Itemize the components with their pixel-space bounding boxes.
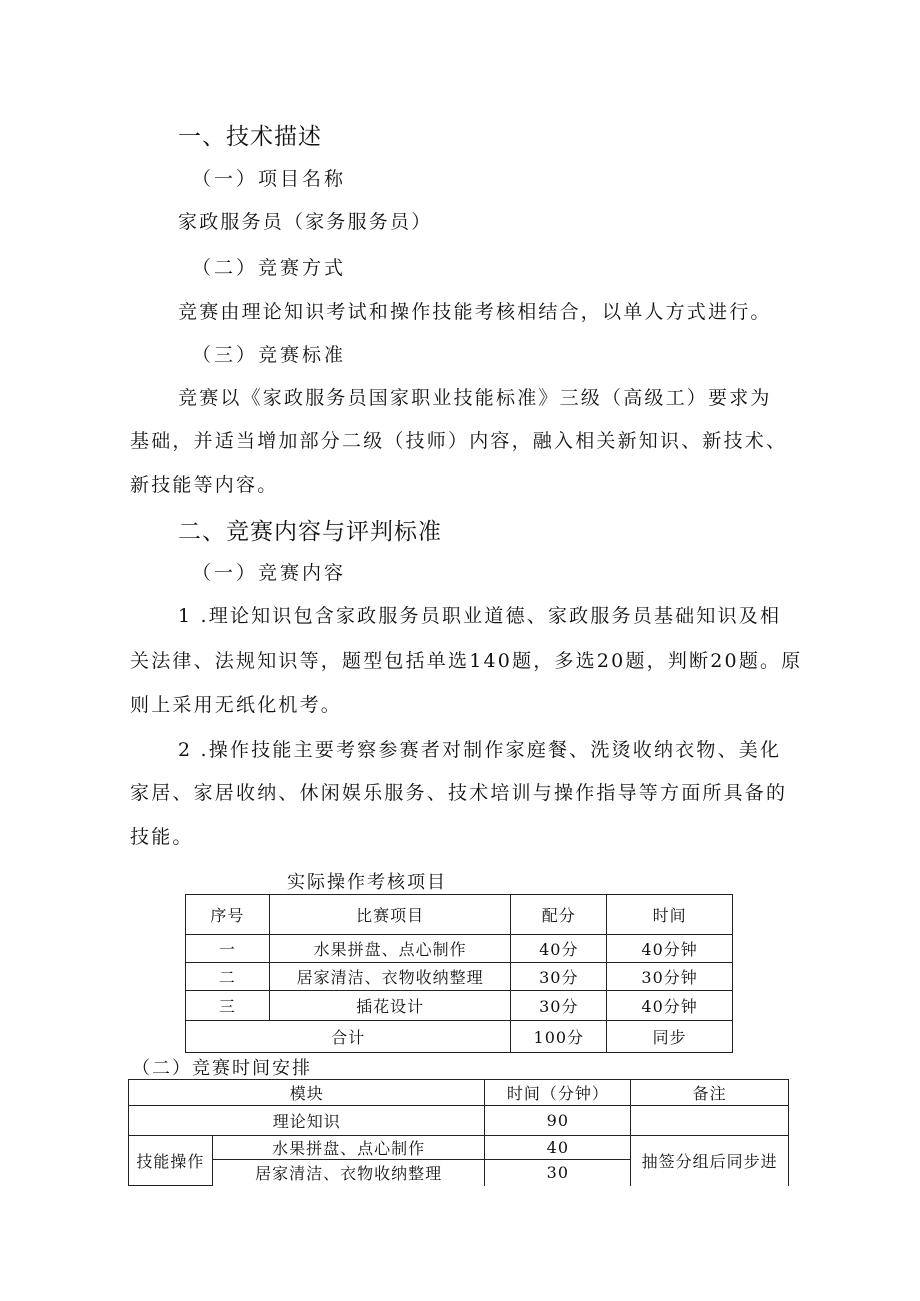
table-cell: 一 bbox=[186, 935, 270, 963]
content-item1-line: 关法律、法规知识等，题型包括单选140题，多选20题，判断20题。原 bbox=[130, 650, 803, 672]
competition-method: 竞赛由理论知识考试和操作技能考核相结合，以单人方式进行。 bbox=[178, 301, 772, 323]
content-item1-line: 则上采用无纸化机考。 bbox=[130, 694, 343, 716]
table-total-row bbox=[186, 1021, 733, 1053]
content-item2-line: 技能。 bbox=[130, 826, 194, 848]
total-time: 同步 bbox=[607, 1021, 733, 1053]
table-cell: 居家清洁、衣物收纳整理 bbox=[269, 963, 511, 991]
section2-sub1-heading: （一）竞赛内容 bbox=[192, 562, 347, 584]
table-row bbox=[186, 935, 733, 963]
standard-line: 基础，并适当增加部分二级（技师）内容，融入相关新知识、新技术、 bbox=[130, 430, 788, 452]
header-cell: 比赛项目 bbox=[269, 895, 511, 935]
table-row bbox=[186, 963, 733, 991]
table-cell: 水果拼盘、点心制作 bbox=[269, 935, 511, 963]
table-row bbox=[186, 991, 733, 1021]
table-cell: 30分 bbox=[511, 963, 607, 991]
table-cell: 30分 bbox=[511, 991, 607, 1021]
standard-line: 新技能等内容。 bbox=[130, 474, 279, 496]
content-item2-line: 2 .操作技能主要考察参赛者对制作家庭餐、洗烫收纳衣物、美化 bbox=[178, 739, 782, 761]
header-cell: 时间（分钟） bbox=[485, 1080, 631, 1106]
header-cell: 配分 bbox=[511, 895, 607, 935]
section1-sub2-heading: （二）竞赛方式 bbox=[192, 257, 347, 279]
table-cell: 40分钟 bbox=[607, 935, 733, 963]
section1-title: 一、技术描述 bbox=[178, 124, 322, 150]
table-cell: 水果拼盘、点心制作 bbox=[212, 1136, 485, 1160]
header-cell: 时间 bbox=[607, 895, 733, 935]
schedule-table bbox=[128, 1079, 789, 1186]
project-name: 家政服务员（家务服务员） bbox=[178, 211, 433, 233]
content-item1-line: 1 .理论知识包含家政服务员职业道德、家政服务员基础知识及相 bbox=[178, 605, 782, 627]
table-header-row bbox=[129, 1080, 789, 1106]
table-cell: 三 bbox=[186, 991, 270, 1021]
table-cell: 居家清洁、衣物收纳整理 bbox=[212, 1160, 485, 1186]
table-cell: 40分钟 bbox=[607, 991, 733, 1021]
section1-sub1-heading: （一）项目名称 bbox=[192, 168, 347, 190]
total-label: 合计 bbox=[186, 1021, 511, 1053]
section2-sub2-heading: （二）竞赛时间安排 bbox=[132, 1058, 312, 1079]
content-item2-line: 家居、家居收纳、休闲娱乐服务、技术培训与操作指导等方面所具备的 bbox=[130, 782, 788, 804]
table-cell: 40分 bbox=[511, 935, 607, 963]
table-cell bbox=[631, 1106, 789, 1136]
section1-sub3-heading: （三）竞赛标准 bbox=[192, 344, 347, 366]
note-cell: 抽签分组后同步进 bbox=[631, 1136, 789, 1186]
table-cell: 二 bbox=[186, 963, 270, 991]
table-cell: 90 bbox=[485, 1106, 631, 1136]
table-cell: 40 bbox=[485, 1136, 631, 1160]
header-cell: 序号 bbox=[186, 895, 270, 935]
assessment-table bbox=[185, 894, 733, 1053]
table-row bbox=[129, 1136, 789, 1160]
table1-caption: 实际操作考核项目 bbox=[287, 872, 447, 893]
standard-line: 竞赛以《家政服务员国家职业技能标准》三级（高级工）要求为 bbox=[178, 387, 772, 409]
table-row bbox=[129, 1106, 789, 1136]
table-cell: 30分钟 bbox=[607, 963, 733, 991]
table-cell: 插花设计 bbox=[269, 991, 511, 1021]
table-cell: 理论知识 bbox=[129, 1106, 485, 1136]
section2-title: 二、竞赛内容与评判标准 bbox=[178, 519, 442, 545]
header-cell: 备注 bbox=[631, 1080, 789, 1106]
table-cell: 30 bbox=[485, 1160, 631, 1186]
table-header-row bbox=[186, 895, 733, 935]
skill-label: 技能操作 bbox=[129, 1136, 213, 1186]
total-score: 100分 bbox=[511, 1021, 607, 1053]
header-cell: 模块 bbox=[129, 1080, 485, 1106]
